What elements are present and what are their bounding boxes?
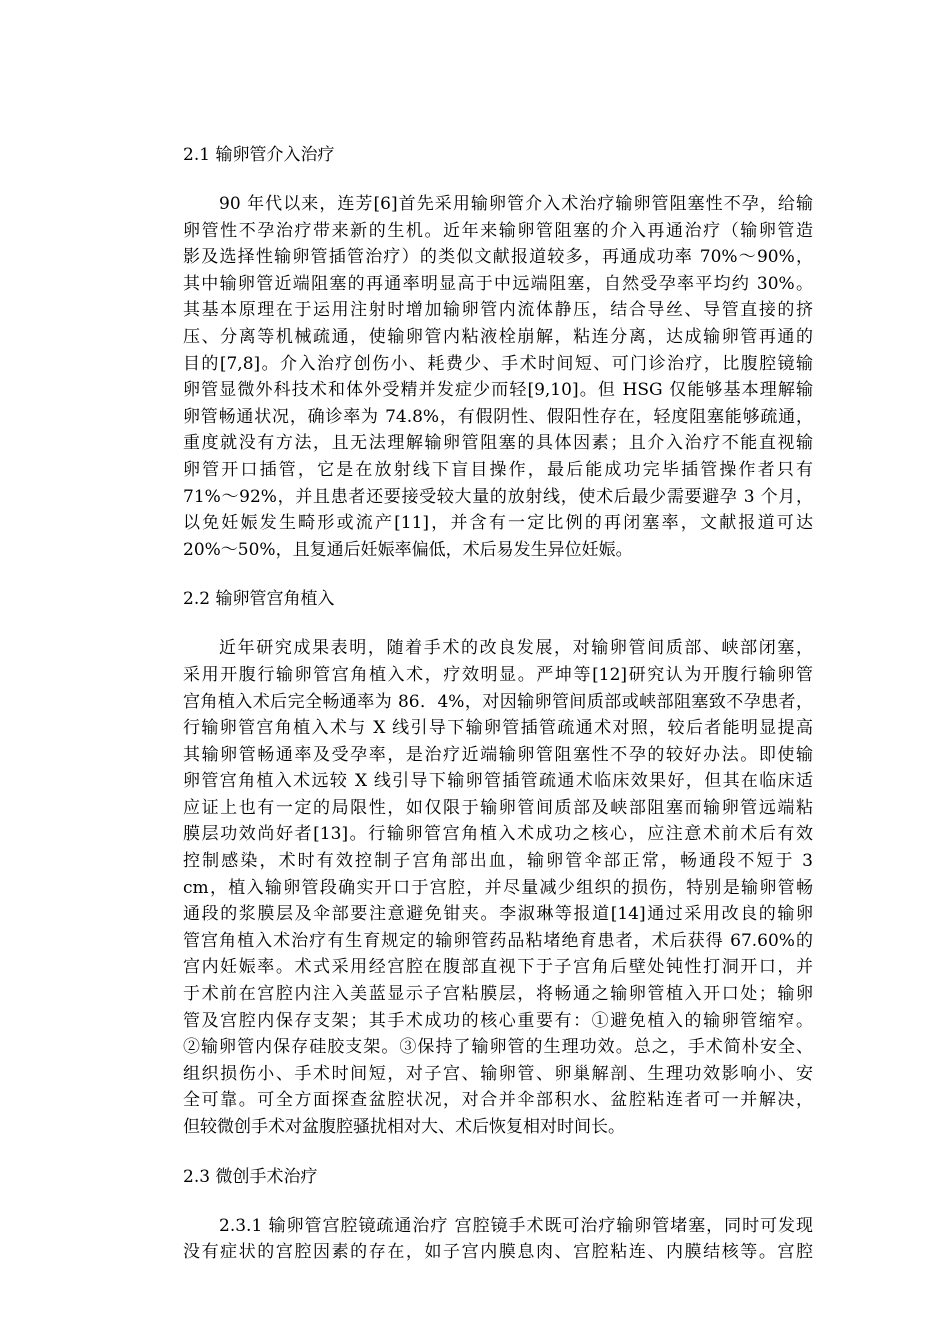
text-line: 以免妊娠发生畸形或流产[11]，并含有一定比例的再闭塞率，文献报道可达 xyxy=(183,513,813,534)
paragraph-2-2 xyxy=(147,635,813,1140)
paragraph-2-1 xyxy=(147,191,813,563)
section-heading-2-3: 2.3 微创手术治疗 xyxy=(183,1166,318,1187)
text-line: 通段的浆膜层及伞部要注意避免钳夹。李淑琳等报道[14]通过采用改良的输卵 xyxy=(183,904,813,925)
spacer xyxy=(147,1190,813,1213)
text-line: 71%～92%，并且患者还要接受较大量的放射线，使术后最少需要避孕 3 个月， xyxy=(183,486,813,507)
text-line: 其基本原理在于运用注射时增加输卵管内流体静压，结合导丝、导管直接的挤 xyxy=(183,300,813,321)
text-line: 近年研究成果表明，随着手术的改良发展，对输卵管间质部、峡部闭塞， xyxy=(219,638,813,659)
text-line: 卵管显微外科技术和体外受精并发症少而轻[9,10]。但 HSG 仅能够基本理解输 xyxy=(183,380,813,401)
section-heading-2-2: 2.2 输卵管宫角植入 xyxy=(183,589,335,610)
text-line: 90 年代以来，连芳[6]首先采用输卵管介入术治疗输卵管阻塞性不孕，给输 xyxy=(219,194,813,214)
text-line: 目的[7,8]。介入治疗创伤小、耗费少、手术时间短、可门诊治疗，比腹腔镜输 xyxy=(183,353,813,374)
text-line: 其中输卵管近端阻塞的再通率明显高于中远端阻塞，自然受孕率平均约 30%。 xyxy=(183,273,813,294)
text-line: 采用开腹行输卵管宫角植入术，疗效明显。严坤等[12]研究认为开腹行输卵管 xyxy=(183,664,813,685)
text-line: ②输卵管内保存硅胶支架。③保持了输卵管的生理功效。总之，手术简朴安全、 xyxy=(183,1037,813,1058)
text-line: 其输卵管畅通率及受孕率，是治疗近端输卵管阻塞性不孕的较好办法。即使输 xyxy=(183,744,813,765)
text-line: 重度就没有方法，且无法理解输卵管阻塞的具体因素；且介入治疗不能直视输 xyxy=(183,433,813,454)
document-page xyxy=(147,142,813,1266)
text-line: 卵管性不孕治疗带来新的生机。近年来输卵管阻塞的介入再通治疗（输卵管造 xyxy=(183,220,813,241)
spacer xyxy=(147,1141,813,1164)
text-line: 全可靠。可全方面探查盆腔状况，对合并伞部积水、盆腔粘连者可一并解决， xyxy=(183,1090,813,1111)
text-line: cm，植入输卵管段确实开口于宫腔，并尽量减少组织的损伤，特别是输卵管畅 xyxy=(183,877,813,898)
text-line: 管及宫腔内保存支架；其手术成功的核心重要有：①避免植入的输卵管缩窄。 xyxy=(183,1010,813,1031)
text-line: 影及选择性输卵管插管治疗）的类似文献报道较多，再通成功率 70%～90%， xyxy=(183,247,813,268)
text-line: 管宫角植入术治疗有生育规定的输卵管药品粘堵绝育患者，术后获得 67.60%的 xyxy=(183,930,813,951)
text-line: 卵管开口插管，它是在放射线下盲目操作，最后能成功完毕插管操作者只有 xyxy=(183,459,813,480)
text-line: 组织损伤小、手术时间短，对子宫、输卵管、卵巢解剖、生理功效影响小、安 xyxy=(183,1063,813,1084)
spacer xyxy=(147,563,813,586)
text-line: 宫角植入术后完全畅通率为 86．4%，对因输卵管间质部或峡部阻塞致不孕患者， xyxy=(183,691,813,712)
text-line: 20%～50%，且复通后妊娠率偏低，术后易发生异位妊娠。 xyxy=(183,539,633,560)
section-heading-2-1: 2.1 输卵管介入治疗 xyxy=(183,145,335,165)
text-line: 卵管宫角植入术远较 X 线引导下输卵管插管疏通术临床效果好，但其在临床适 xyxy=(183,771,813,792)
text-line: 2.3.1 输卵管宫腔镜疏通治疗 宫腔镜手术既可治疗输卵管堵塞，同时可发现 xyxy=(219,1215,813,1236)
spacer xyxy=(147,612,813,635)
text-line: 但较微创手术对盆腹腔骚扰相对大、术后恢复相对时间长。 xyxy=(183,1117,625,1137)
text-line: 应证上也有一定的局限性，如仅限于输卵管间质部及峡部阻塞而输卵管远端粘 xyxy=(183,797,813,818)
text-line: 没有症状的宫腔因素的存在，如子宫内膜息肉、宫腔粘连、内膜结核等。宫腔 xyxy=(183,1242,813,1263)
paragraph-2-3 xyxy=(147,1213,813,1266)
text-line: 卵管畅通状况，确诊率为 74.8%，有假阴性、假阳性存在，轻度阻塞能够疏通， xyxy=(183,406,813,427)
text-line: 行输卵管宫角植入术与 X 线引导下输卵管插管疏通术对照，较后者能明显提高 xyxy=(183,718,813,739)
text-line: 于术前在宫腔内注入美蓝显示子宫粘膜层，将畅通之输卵管植入开口处；输卵 xyxy=(183,984,813,1005)
text-line: 膜层功效尚好者[13]。行输卵管宫角植入术成功之核心，应注意术前术后有效 xyxy=(183,824,813,845)
spacer xyxy=(147,168,813,191)
text-line: 控制感染，术时有效控制子宫角部出血，输卵管伞部正常，畅通段不短于 3 xyxy=(183,851,813,872)
text-line: 宫内妊娠率。术式采用经宫腔在腹部直视下于子宫角后壁处钝性打洞开口，并 xyxy=(183,957,813,978)
text-line: 压、分离等机械疏通，使输卵管内粘液栓崩解，粘连分离，达成输卵管再通的 xyxy=(183,326,813,347)
